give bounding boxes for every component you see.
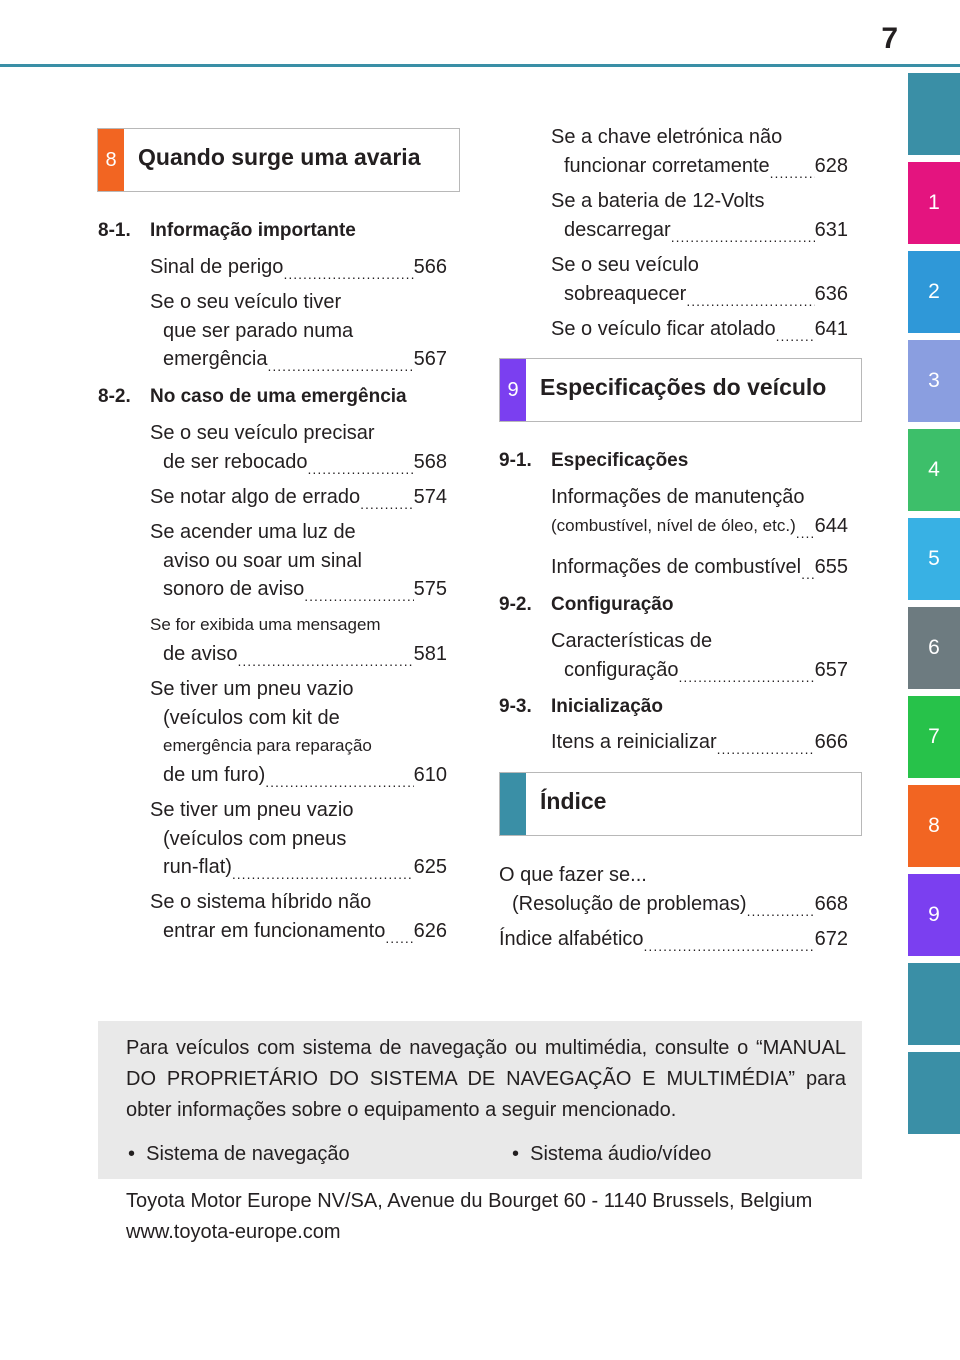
toc-entry[interactable]: Se notar algo de errado ..... 574	[150, 483, 447, 519]
section-8-header	[97, 128, 460, 192]
toc-entry[interactable]: Se a bateria de 12-Volts descarregar ..... 631	[551, 187, 848, 251]
toc-entry[interactable]: Características de configuração ..... 657	[551, 627, 848, 691]
toc-entry[interactable]: Se o sistema híbrido não entrar em funcionamento ..... 626	[150, 888, 447, 952]
toc-entry[interactable]: Índice alfabético ..... 672	[499, 925, 848, 961]
section-9-header	[499, 358, 862, 422]
chapter-tab-4[interactable]: 4	[908, 429, 960, 511]
toc-entry[interactable]: Informações de manutenção (combustível, nível de óleo, etc.) ..... 644	[551, 483, 848, 547]
toc-entry[interactable]: Se tiver um pneu vazio (veículos com kit de emergência para reparação de um furo) ..... 610	[150, 675, 447, 796]
subsection-title: Informação importante	[150, 220, 356, 241]
toc-entry[interactable]: O que fazer se... (Resolução de problemas) ..... 668	[499, 861, 848, 925]
toc-entry[interactable]: Se o seu veículo sobreaquecer ..... 636	[551, 251, 848, 315]
toc-entry[interactable]: Informações de combustível ..... 655	[551, 553, 848, 589]
toc-entry[interactable]: Sinal de perigo ..... 566	[150, 253, 447, 289]
index-title: Índice	[540, 788, 607, 814]
subsection-number: 8-1.	[98, 220, 131, 241]
page-number: 7	[881, 22, 898, 55]
subsection-8-2[interactable]	[98, 386, 407, 408]
footer-address: Toyota Motor Europe NV/SA, Avenue du Bourget 60 - 1140 Brussels, Belgium	[126, 1190, 813, 1212]
note-text: Para veículos com sistema de navegação ou multimédia, consulte o “MANUAL DO PROPRIETÁRIO DO SISTEMA DE NAVEGAÇÃO E MULTIMÉDIA” para obter informações sobre o equipamento a seguir mencionado.	[126, 1037, 846, 1121]
toc-entry[interactable]: Se o seu veículo precisar de ser rebocado ..... 568	[150, 419, 447, 483]
subsection-9-3[interactable]	[499, 696, 663, 718]
toc-entry[interactable]: Itens a reinicializar ..... 666	[551, 728, 848, 764]
subsection-title: Especificações	[551, 450, 689, 471]
footer-url[interactable]: www.toyota-europe.com	[126, 1221, 341, 1243]
subsection-9-1[interactable]	[499, 450, 688, 472]
section-9-number: 9	[500, 359, 526, 421]
chapter-tab-5[interactable]: 5	[908, 518, 960, 600]
header-rule	[0, 64, 960, 67]
chapter-tab-blank[interactable]	[908, 1052, 960, 1134]
subsection-number: 9-3.	[499, 696, 532, 717]
chapter-tab-6[interactable]: 6	[908, 607, 960, 689]
subsection-8-1[interactable]	[98, 220, 356, 242]
subsection-title: No caso de uma emergência	[150, 386, 407, 407]
subsection-title: Configuração	[551, 594, 674, 615]
toc-entry[interactable]: Se acender uma luz de aviso ou soar um sinal sonoro de aviso ..... 575	[150, 518, 447, 611]
chapter-tab-9[interactable]: 9	[908, 874, 960, 956]
navigation-manual-note	[98, 1021, 862, 1179]
toc-entry[interactable]: Se tiver um pneu vazio (veículos com pneus run-flat) ..... 625	[150, 796, 447, 889]
section-8-number: 8	[98, 129, 124, 191]
chapter-tab-1[interactable]: 1	[908, 162, 960, 244]
subsection-title: Inicialização	[551, 696, 663, 717]
toc-entry[interactable]: Se a chave eletrónica não funcionar corretamente ..... 628	[551, 123, 848, 187]
chapter-tab-3[interactable]: 3	[908, 340, 960, 422]
bullet-audio-video: • Sistema áudio/vídeo	[512, 1143, 712, 1165]
chapter-tab-blank[interactable]	[908, 963, 960, 1045]
chapter-tab-8[interactable]: 8	[908, 785, 960, 867]
chapter-tab-blank[interactable]	[908, 73, 960, 155]
chapter-tab-7[interactable]: 7	[908, 696, 960, 778]
bullet-navigation: • Sistema de navegação	[128, 1143, 350, 1165]
toc-entry[interactable]: Se for exibida uma mensagem de aviso ..... 581	[150, 611, 447, 675]
index-header	[499, 772, 862, 836]
index-tab-marker	[500, 773, 526, 835]
section-9-title: Especificações do veículo	[540, 374, 827, 400]
subsection-number: 9-1.	[499, 450, 532, 471]
subsection-9-2[interactable]	[499, 594, 673, 616]
chapter-tab-2[interactable]: 2	[908, 251, 960, 333]
section-8-title: Quando surge uma avaria	[138, 144, 421, 170]
toc-entry[interactable]: Se o veículo ficar atolado ..... 641	[551, 315, 848, 351]
subsection-number: 9-2.	[499, 594, 532, 615]
toc-entry[interactable]: Se o seu veículo tiver que ser parado numa emergência ..... 567	[150, 288, 447, 381]
chapter-tabs	[908, 73, 960, 1141]
subsection-number: 8-2.	[98, 386, 131, 407]
